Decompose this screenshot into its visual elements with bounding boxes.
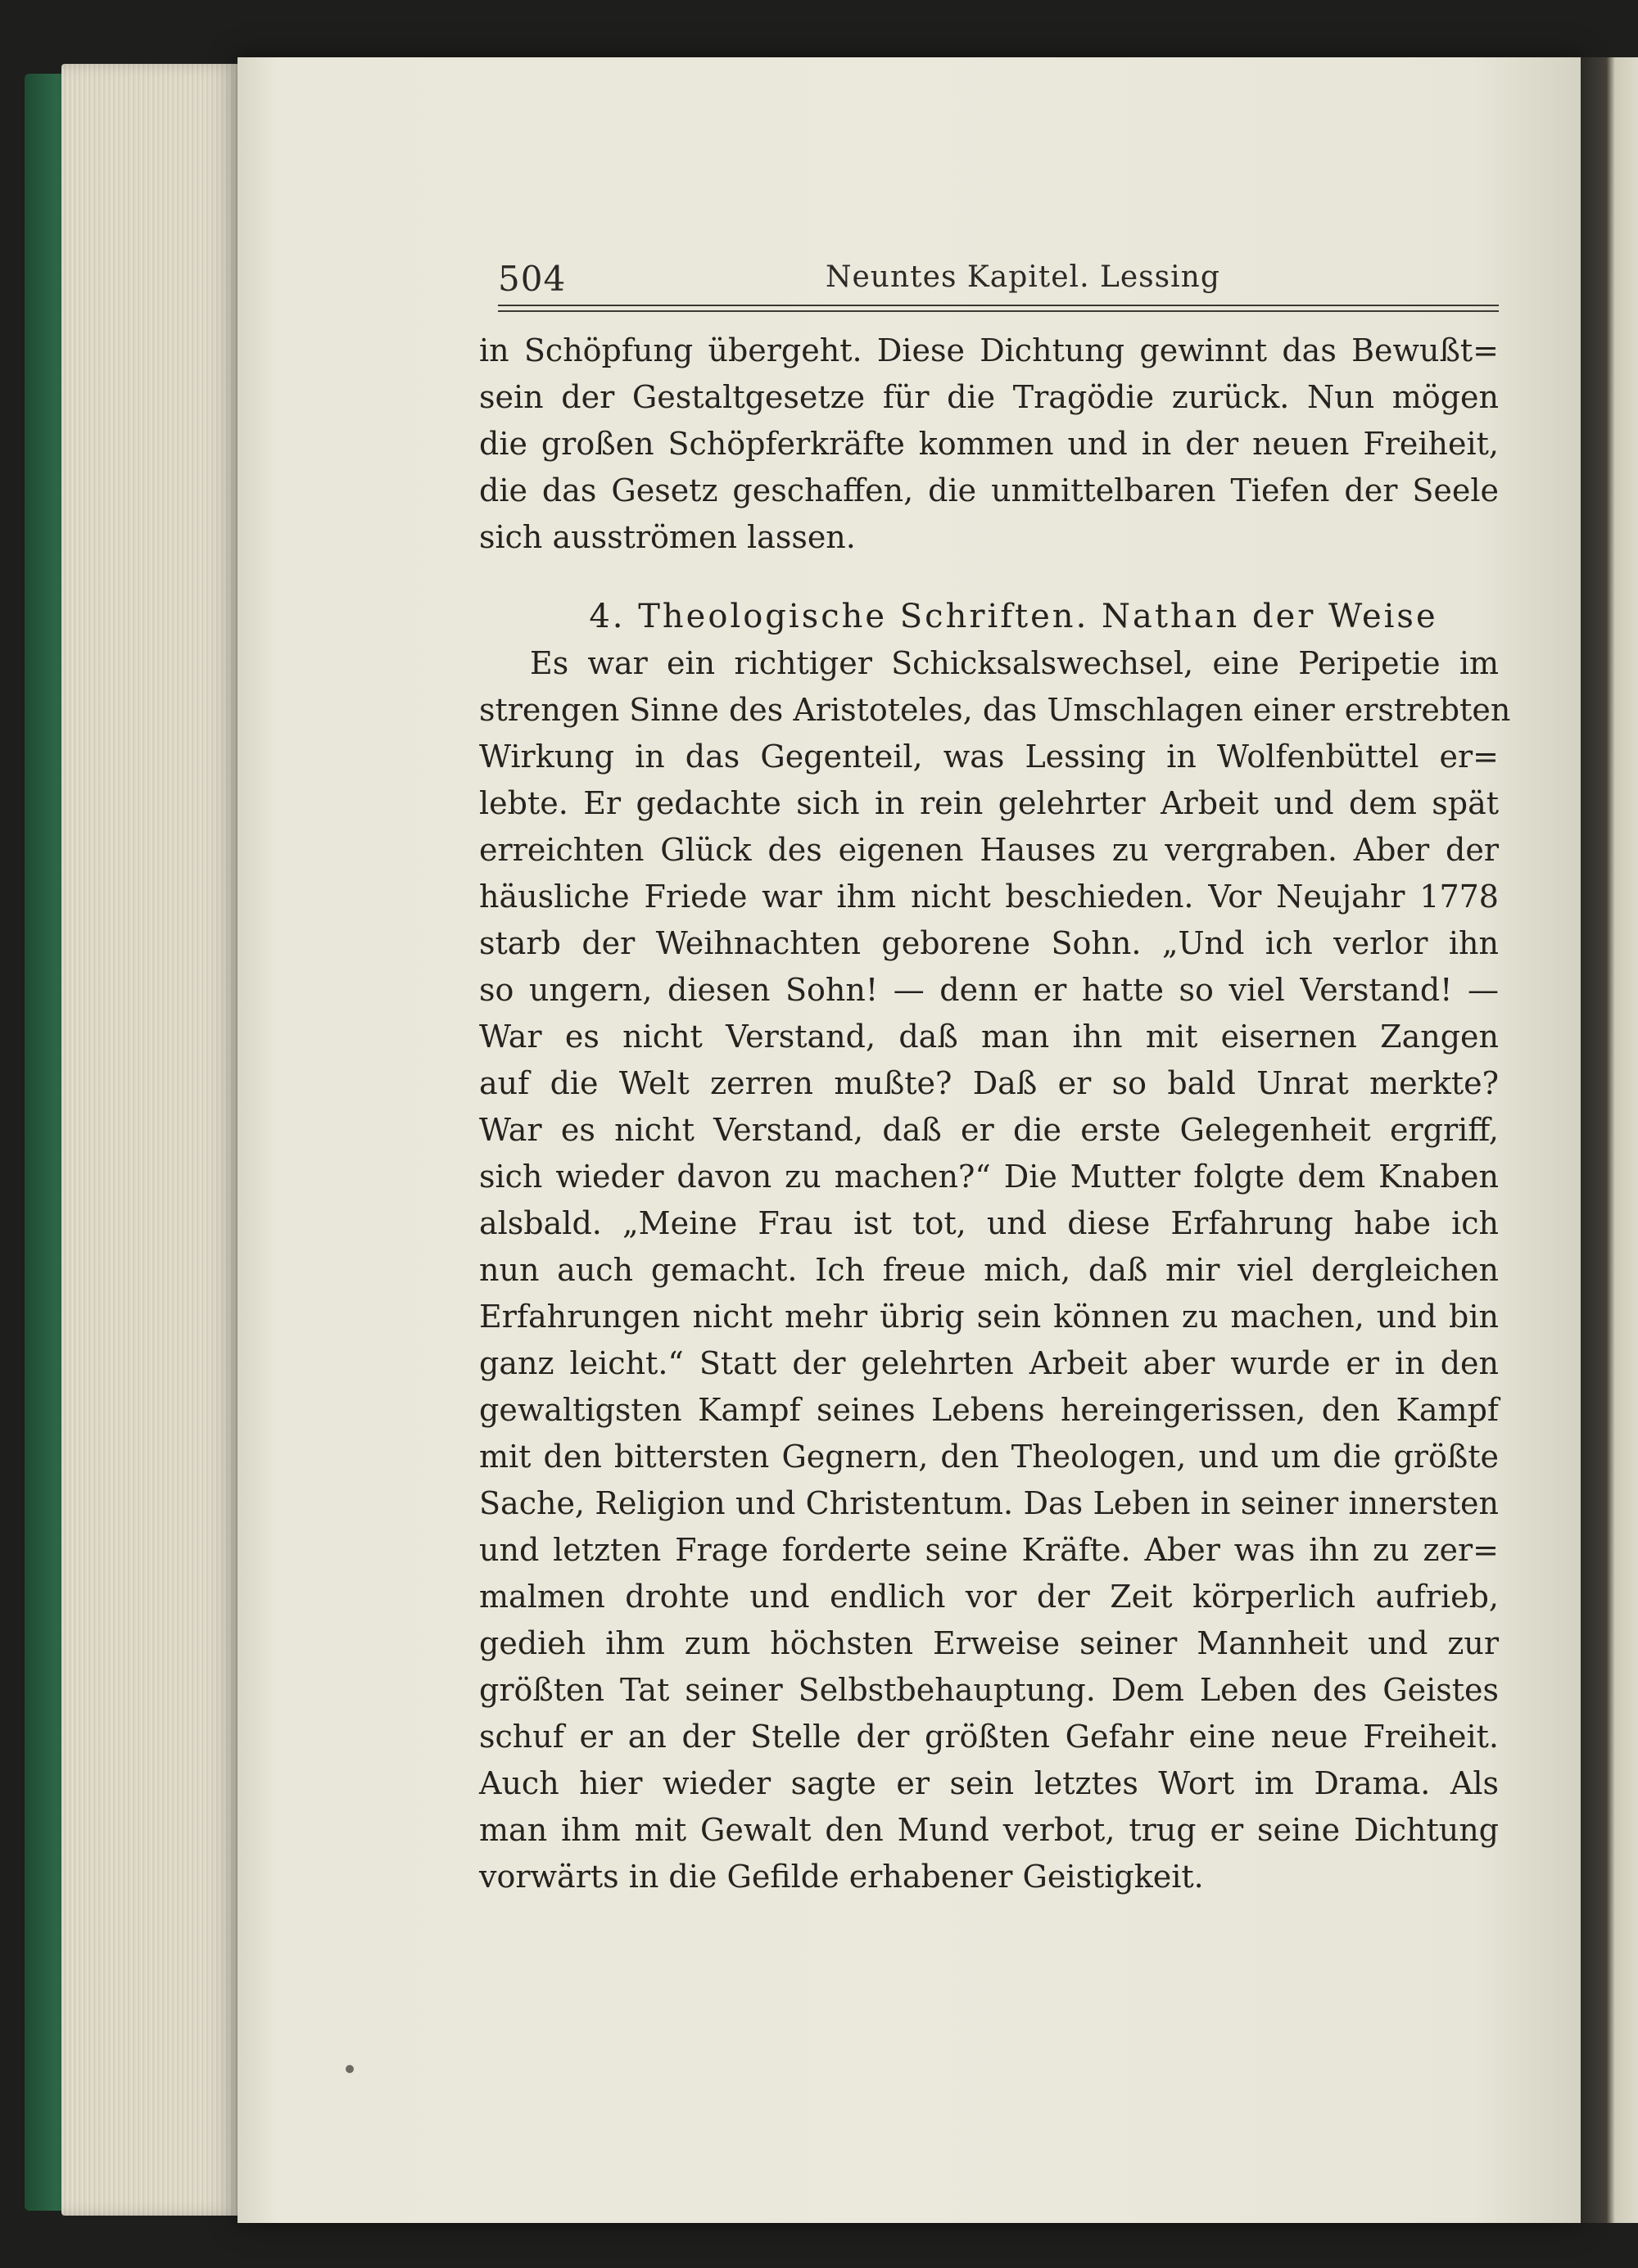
text-line: auf die Welt zerren mußte? Daß er so bald Unrat merkte? [479,1065,1499,1101]
section-heading: 4. Theologische Schriften. Nathan der Weise [589,598,1438,635]
text-line: häusliche Friede war ihm nicht beschieden. Vor Neujahr 1778 [479,879,1499,915]
text-line: so ungern, diesen Sohn! — denn er hatte so viel Verstand! — [479,972,1499,1008]
text-line: man ihm mit Gewalt den Mund verbot, trug er seine Dichtung [479,1812,1499,1848]
text-line: die großen Schöpferkräfte kommen und in der neuen Freiheit, [479,426,1499,462]
text-line: Es war ein richtiger Schicksalswechsel, eine Peripetie im [530,645,1499,681]
header-double-rule [498,305,1499,312]
page-speck [346,2065,354,2073]
text-line: und letzten Frage forderte seine Kräfte. Aber was ihn zu zer= [479,1532,1499,1568]
text-line: War es nicht Verstand, daß man ihn mit eisernen Zangen [479,1019,1499,1055]
text-line: War es nicht Verstand, daß er die erste Gelegenheit ergriff, [479,1112,1499,1148]
text-line: Sache, Religion und Christentum. Das Leben in seiner innersten [479,1485,1499,1521]
text-line: Erfahrungen nicht mehr übrig sein können zu machen, und bin [479,1299,1499,1335]
text-line: mit den bittersten Gegnern, den Theologen, und um die größte [479,1439,1499,1475]
text-line: lebte. Er gedachte sich in rein gelehrter Arbeit und dem spät [479,785,1499,821]
text-line: Wirkung in das Gegenteil, was Lessing in Wolfenbüttel er= [479,739,1499,775]
text-line: vorwärts in die Gefilde erhabener Geistigkeit. [479,1859,1204,1895]
text-line: schuf er an der Stelle der größten Gefahr eine neue Freiheit. [479,1719,1499,1755]
text-line: ganz leicht.“ Statt der gelehrten Arbeit aber wurde er in den [479,1345,1499,1381]
text-line: alsbald. „Meine Frau ist tot, und diese Erfahrung habe ich [479,1205,1499,1241]
text-line: sich wieder davon zu machen?“ Die Mutter folgte dem Knaben [479,1159,1499,1195]
opposite-page-edge [1581,57,1638,2223]
page-stack-edge [61,64,250,2216]
text-line: sein der Gestaltgesetze für die Tragödie zurück. Nun mögen [479,379,1499,415]
text-line: die das Gesetz geschaffen, die unmittelbaren Tiefen der Seele [479,472,1499,508]
text-line: in Schöpfung übergeht. Diese Dichtung gewinnt das Bewußt= [479,332,1499,368]
text-line: nun auch gemacht. Ich freue mich, daß mir viel dergleichen [479,1252,1499,1288]
page-number: 504 [498,259,567,299]
text-line: sich ausströmen lassen. [479,519,856,555]
text-line: starb der Weihnachten geborene Sohn. „Und ich verlor ihn [479,925,1499,961]
body-text [479,328,1511,1900]
text-line: Auch hier wieder sagte er sein letztes Wort im Drama. Als [479,1765,1499,1801]
chapter-title: Neuntes Kapitel. Lessing [826,260,1220,294]
running-head [498,255,1497,305]
text-line: gewaltigsten Kampf seines Lebens hereingerissen, den Kampf [479,1392,1499,1428]
text-line: strengen Sinne des Aristoteles, das Umschlagen einer erstrebten [479,692,1511,728]
text-line: erreichten Glück des eigenen Hauses zu vergraben. Aber der [479,832,1499,868]
text-line: gedieh ihm zum höchsten Erweise seiner Mannheit und zur [479,1625,1499,1661]
text-line: größten Tat seiner Selbstbehauptung. Dem Leben des Geistes [479,1672,1499,1708]
text-line: malmen drohte und endlich vor der Zeit körperlich aufrieb, [479,1579,1499,1615]
